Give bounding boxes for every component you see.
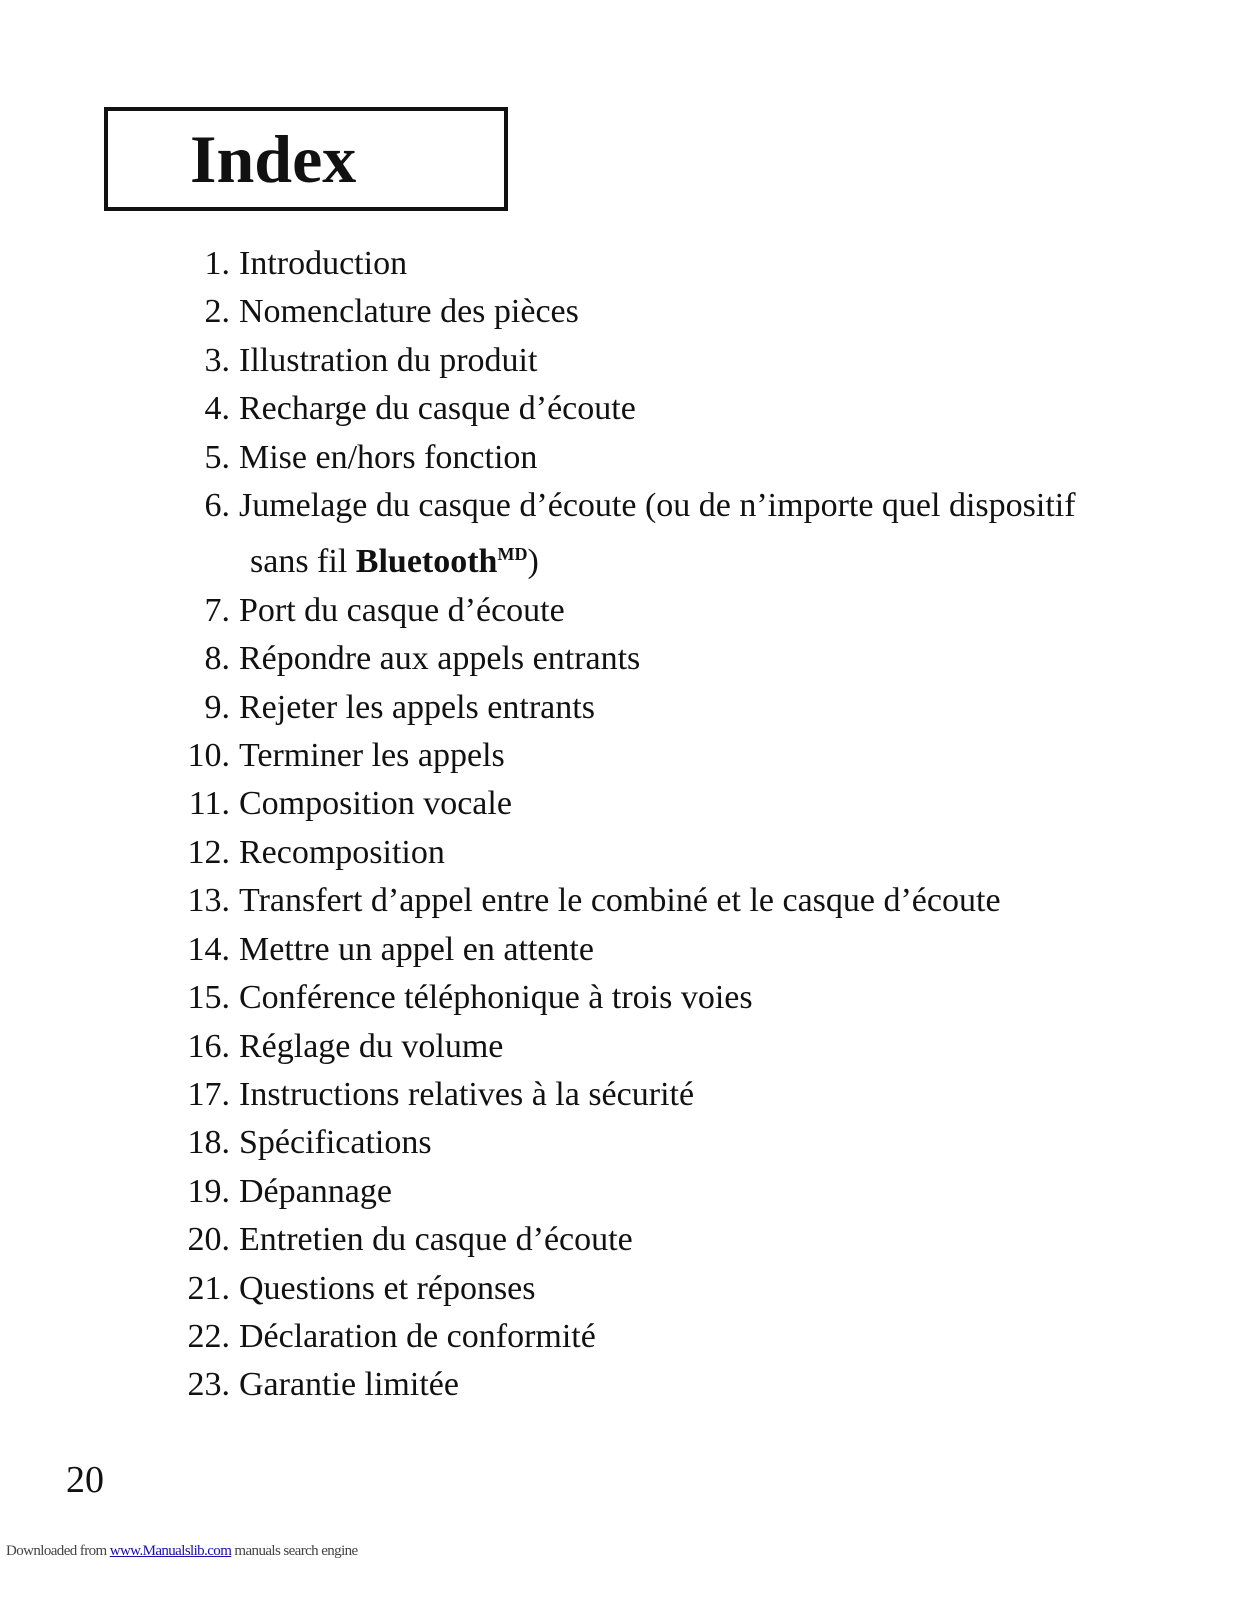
toc-item-number: 7. — [204, 591, 230, 629]
toc-item — [0, 434, 1076, 482]
toc-item-number: 13. — [187, 882, 230, 920]
toc-item-label: Recharge du casque d’écoute — [239, 390, 636, 428]
toc-item — [0, 780, 1076, 828]
toc-item-label: Spécifications — [239, 1124, 432, 1162]
toc-item — [0, 1265, 1076, 1313]
toc-item-number: 21. — [187, 1269, 230, 1307]
toc-item-label: Mettre un appel en attente — [239, 930, 594, 968]
toc-item-label: Instructions relatives à la sécurité — [239, 1075, 695, 1113]
toc-item-label: Jumelage du casque d’écoute (ou de n’importe quel dispositif — [239, 487, 1076, 525]
toc-item — [0, 732, 1076, 780]
toc-item — [0, 1361, 1076, 1409]
toc-item-number: 14. — [187, 930, 230, 968]
toc-item-number: 9. — [204, 688, 230, 726]
toc-item — [0, 974, 1076, 1022]
toc-item-label: Rejeter les appels entrants — [239, 688, 595, 726]
toc-item — [0, 635, 1076, 683]
toc-item-number: 15. — [187, 979, 230, 1017]
table-of-contents — [0, 240, 1076, 1410]
toc-item — [0, 1216, 1076, 1264]
toc-item-label: Répondre aux appels entrants — [239, 640, 641, 678]
toc-item-number: 19. — [187, 1172, 230, 1210]
toc-item — [0, 1119, 1076, 1167]
continuation-closing: ) — [527, 543, 539, 581]
toc-item-label: Conférence téléphonique à trois voies — [239, 979, 753, 1017]
toc-item — [0, 829, 1076, 877]
toc-item-label: Dépannage — [239, 1172, 392, 1210]
toc-item-number: 23. — [187, 1366, 230, 1404]
toc-item-number: 4. — [204, 390, 230, 428]
toc-item-number: 6. — [204, 487, 230, 525]
toc-item-label: Questions et réponses — [239, 1269, 536, 1307]
toc-item-label: Introduction — [239, 245, 408, 282]
page-number: 20 — [66, 1459, 104, 1501]
toc-item — [0, 385, 1076, 433]
toc-item — [0, 1023, 1076, 1071]
toc-item-number: 5. — [204, 438, 230, 476]
toc-item-label: Illustration du produit — [239, 341, 538, 379]
toc-item-continuation — [0, 530, 1076, 586]
toc-item-number: 22. — [187, 1317, 230, 1355]
toc-item-label: Port du casque d’écoute — [239, 591, 565, 629]
toc-item — [0, 1071, 1076, 1119]
toc-item — [0, 240, 1076, 288]
toc-item — [0, 288, 1076, 336]
toc-item — [0, 587, 1076, 635]
toc-item-label: Mise en/hors fonction — [239, 438, 538, 476]
page-title: Index — [190, 121, 357, 197]
toc-item-label: Composition vocale — [239, 785, 512, 823]
continuation-text: sans fil — [250, 543, 356, 581]
toc-item-number: 1. — [204, 245, 230, 282]
toc-item-number: 17. — [187, 1075, 230, 1113]
index-title-box — [104, 107, 508, 211]
toc-item-number: 12. — [187, 833, 230, 871]
toc-item-number: 2. — [204, 293, 230, 331]
toc-item-number: 10. — [187, 737, 230, 775]
toc-item — [0, 926, 1076, 974]
download-footer — [6, 1542, 358, 1560]
toc-item-number: 18. — [187, 1124, 230, 1162]
toc-item — [0, 1313, 1076, 1361]
manualslib-link[interactable]: www.Manualslib.com — [109, 1543, 232, 1559]
footer-suffix: manuals search engine — [231, 1543, 358, 1559]
toc-item-number: 16. — [187, 1027, 230, 1065]
toc-item — [0, 877, 1076, 925]
trademark-superscript: MD — [497, 544, 528, 565]
bluetooth-brand-name: Bluetooth — [355, 543, 498, 581]
toc-item — [0, 684, 1076, 732]
toc-item — [0, 1168, 1076, 1216]
toc-item-number: 11. — [188, 785, 230, 823]
toc-item — [0, 482, 1076, 587]
toc-item-number: 20. — [187, 1221, 230, 1259]
toc-item-number: 8. — [204, 640, 230, 678]
toc-item-label: Terminer les appels — [239, 737, 505, 775]
toc-item-label: Déclaration de conformité — [239, 1317, 596, 1355]
toc-item — [0, 337, 1076, 385]
toc-item-label: Entretien du casque d’écoute — [239, 1221, 633, 1259]
toc-item-label: Recomposition — [239, 833, 445, 871]
toc-item-label: Transfert d’appel entre le combiné et le casque d’écoute — [239, 882, 1001, 920]
toc-item-number: 3. — [204, 341, 230, 379]
footer-prefix: Downloaded from — [6, 1543, 110, 1559]
toc-item-label: Nomenclature des pièces — [239, 293, 579, 331]
toc-item-label: Garantie limitée — [239, 1366, 459, 1404]
toc-item-label: Réglage du volume — [239, 1027, 504, 1065]
